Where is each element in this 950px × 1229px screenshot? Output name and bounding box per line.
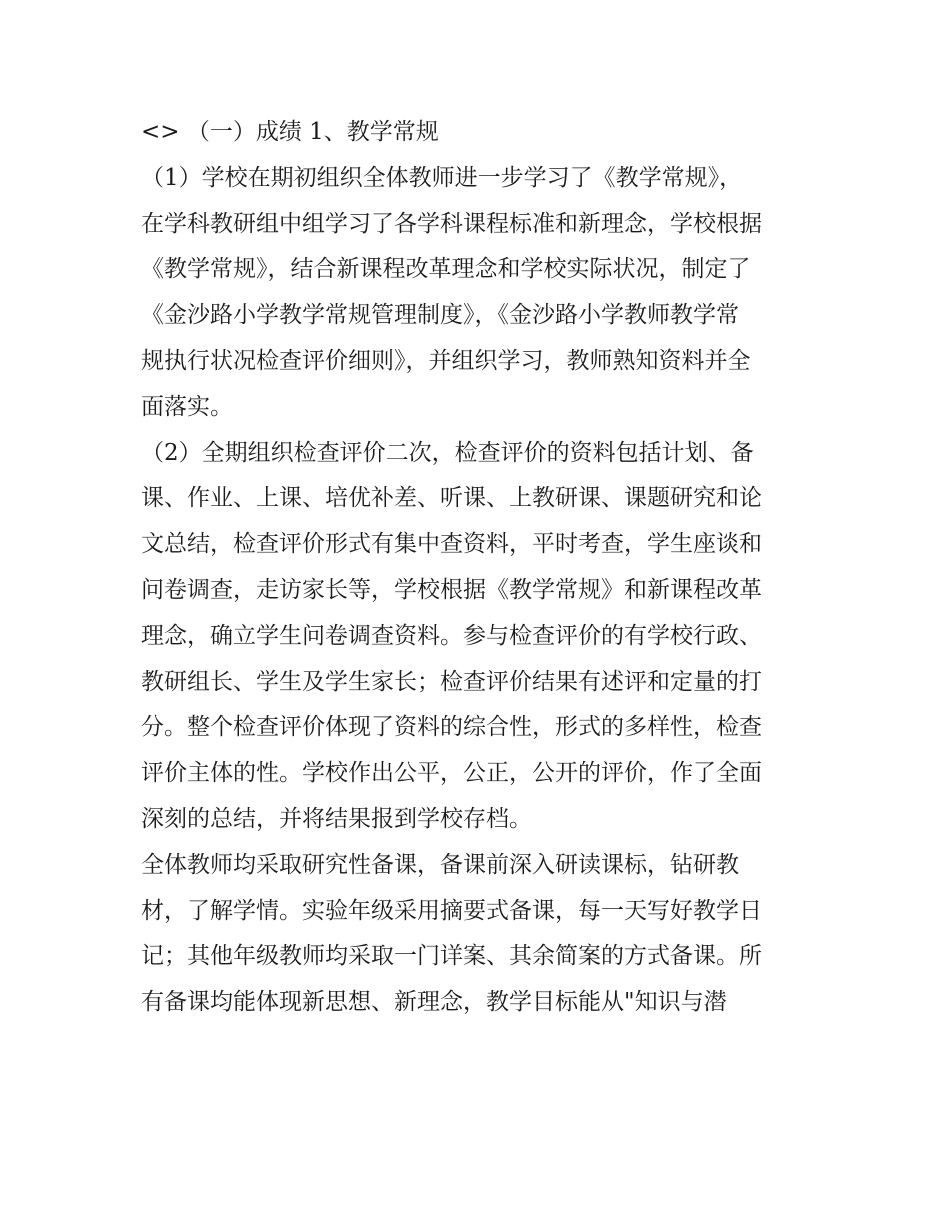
paragraph-line: 规执行状况检查评价细则》，并组织学习，教师熟知资料并全 bbox=[141, 347, 751, 374]
paragraph-line: 教研组长、学生及学生家长；检查评价结果有述评和定量的打 bbox=[141, 668, 762, 695]
paragraph-line: 全体教师均采取研究性备课，备课前深入研读课标，钻研教 bbox=[141, 851, 739, 878]
paragraph-line: 面落实。 bbox=[141, 393, 233, 420]
paragraph-line: （2）全期组织检查评价二次，检查评价的资料包括计划、备 bbox=[141, 439, 754, 466]
document-body bbox=[141, 110, 821, 1026]
paragraph-line: 《金沙路小学教学常规管理制度》，《金沙路小学教师教学常 bbox=[141, 302, 739, 329]
paragraph-line: 课、作业、上课、培优补差、听课、上教研课、课题研究和论 bbox=[141, 485, 762, 512]
paragraph-line: 有备课均能体现新思想、新理念，教学目标能从"知识与潜 bbox=[141, 989, 727, 1016]
paragraph-line: 深刻的总结，并将结果报到学校存档。 bbox=[141, 805, 532, 832]
paragraph-line: 在学科教研组中组学习了各学科课程标准和新理念，学校根据 bbox=[141, 210, 762, 237]
paragraph-line: 文总结，检查评价形式有集中查资料，平时考查，学生座谈和 bbox=[141, 531, 762, 558]
paragraph-line: 问卷调查，走访家长等，学校根据《教学常规》和新课程改革 bbox=[141, 576, 762, 603]
paragraph-line: 材，了解学情。实验年级采用摘要式备课，每一天写好教学日 bbox=[141, 897, 762, 924]
paragraph-line: 《教学常规》，结合新课程改革理念和学校实际状况，制定了 bbox=[141, 256, 751, 283]
paragraph-line: 评价主体的性。学校作出公平，公正，公开的评价，作了全面 bbox=[141, 760, 762, 787]
paragraph-line: 理念，确立学生问卷调查资料。参与检查评价的有学校行政、 bbox=[141, 622, 762, 649]
paragraph-line: （1）学校在期初组织全体教师进一步学习了《教学常规》， bbox=[141, 164, 743, 191]
paragraph-line: 分。整个检查评价体现了资料的综合性，形式的多样性，检查 bbox=[141, 714, 762, 741]
paragraph-line: 记；其他年级教师均采取一门详案、其余简案的方式备课。所 bbox=[141, 943, 762, 970]
heading-line: <> （一）成绩 1、教学常规 bbox=[141, 119, 439, 145]
